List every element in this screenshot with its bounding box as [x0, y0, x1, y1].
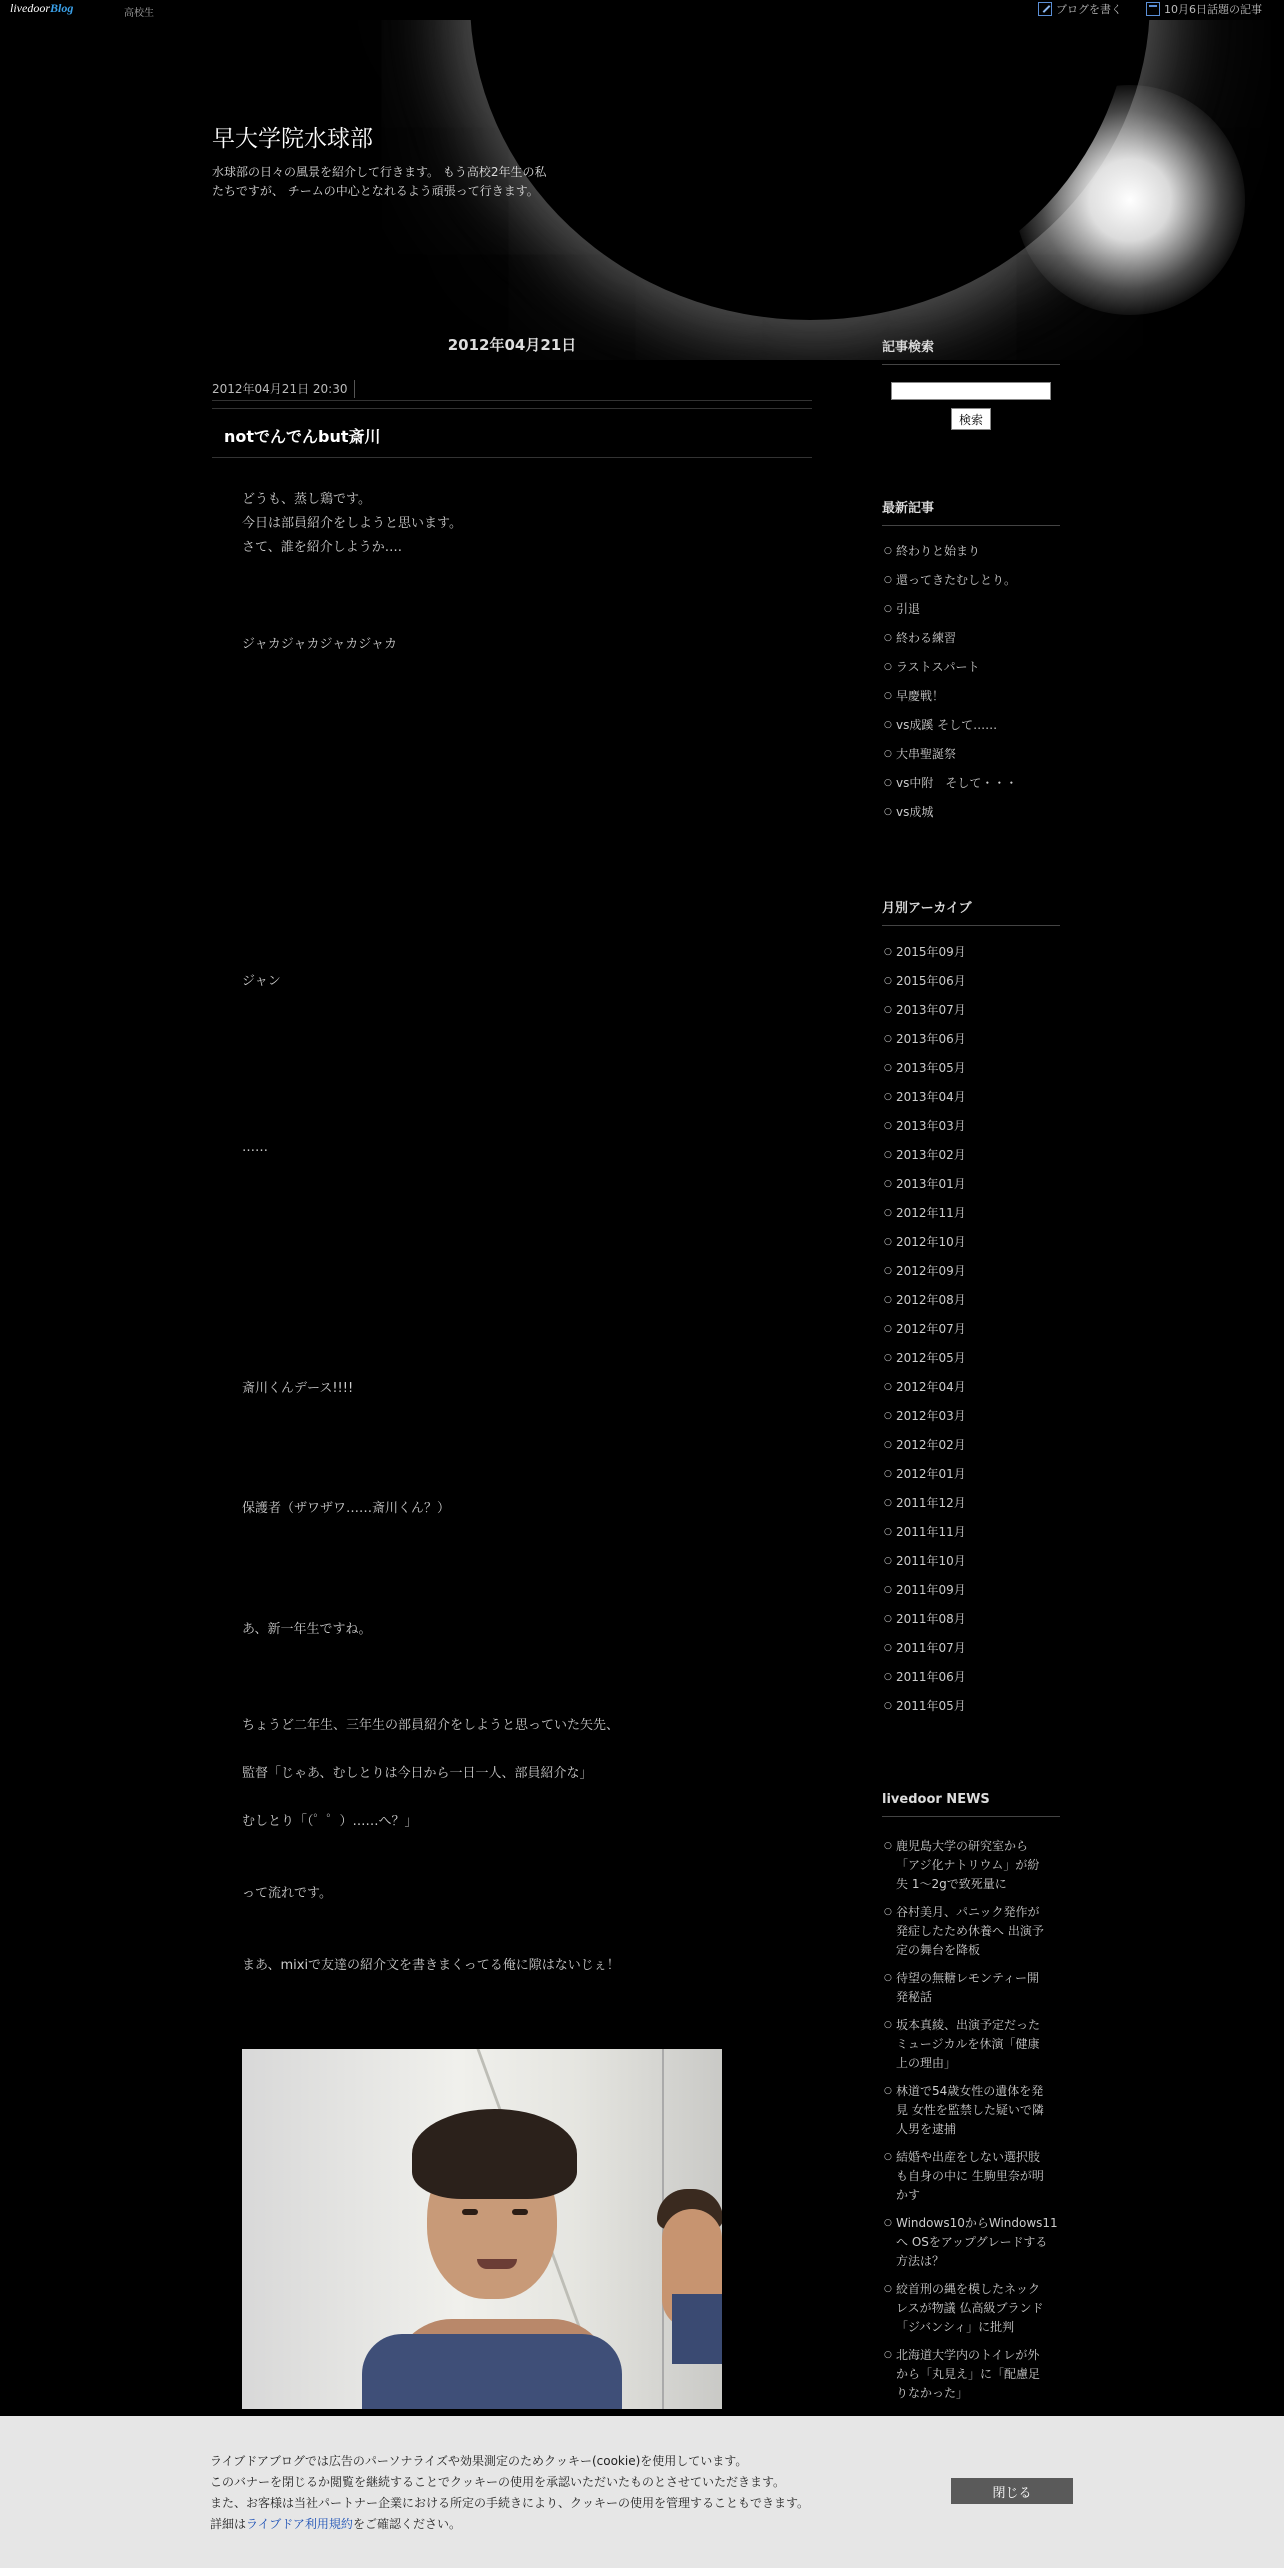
cookie-line: ライブドアブログでは広告のパーソナライズや効果測定のためクッキー(cookie)を使用しています。 [210, 2454, 748, 2468]
archive-month-item [884, 1581, 1060, 1600]
blog-description: 水球部の日々の風景を紹介して行きます。 もう高校2年生の私たちですが、 チームの中心となれるよう頑張って行きます。 [212, 165, 547, 198]
news-line: 定の舞台を降板 [896, 1943, 981, 1957]
photo-towel [362, 2334, 622, 2409]
date-header: 2012年04月21日 [447, 336, 577, 354]
archive-month-link[interactable]: 2013年07月 [896, 1003, 966, 1017]
news-item [884, 2082, 1060, 2139]
recent-article-item [884, 745, 1060, 764]
news-line: 「ジバンシィ」に批判 [896, 2320, 1015, 2334]
news-line: 見 女性を監禁した疑いで隣 [896, 2103, 1044, 2117]
archive-month-link[interactable]: 2011年07月 [896, 1641, 966, 1655]
news-item [884, 1903, 1060, 1960]
category-link[interactable]: 高校生 [124, 8, 154, 19]
archive-month-item [884, 1523, 1060, 1542]
news-line: 待望の無糖レモンティー開 [896, 1971, 1040, 1985]
recent-article-item [884, 600, 1060, 619]
news-line: 鹿児島大学の研究室から [896, 1839, 1029, 1853]
news-link[interactable] [896, 2216, 1058, 2268]
terms-link[interactable]: ライブドア利用規約 [246, 2517, 353, 2531]
recent-article-link[interactable]: ラストスパート [896, 660, 980, 674]
news-line: ミュージカルを休演「健康 [896, 2037, 1040, 2051]
archive-month-item [884, 1407, 1060, 1426]
intro-line: どうも、蒸し鶏です。 [242, 492, 371, 507]
intro-line: さて、誰を紹介しようか‥‥ [242, 540, 403, 555]
archive-month-item [884, 1262, 1060, 1281]
archive-month-item [884, 1001, 1060, 1020]
cookie-detail-prefix: 詳細は [210, 2517, 247, 2531]
post-text: ジャン [242, 974, 281, 989]
archive-month-link[interactable]: 2012年04月 [896, 1380, 966, 1394]
recent-article-link[interactable]: 終わる練習 [896, 631, 957, 645]
archive-month-link[interactable]: 2012年01月 [896, 1467, 966, 1481]
news-line: 発症したため休養へ 出演予 [896, 1924, 1044, 1938]
archive-month-link[interactable]: 2012年08月 [896, 1293, 966, 1307]
pen-icon [1038, 2, 1052, 16]
recent-article-link[interactable]: vs成蹊 そして…… [896, 718, 998, 732]
archive-month-item [884, 1291, 1060, 1310]
archive-month-item [884, 1146, 1060, 1165]
post-text: ちょうど二年生、三年生の部員紹介をしようと思っていた矢先、 [242, 1718, 620, 1733]
archive-month-link[interactable]: 2012年05月 [896, 1351, 966, 1365]
archive-month-link[interactable]: 2013年05月 [896, 1061, 966, 1075]
recent-article-link[interactable]: 引退 [896, 602, 921, 616]
news-line: も自身の中に 生駒里奈が明 [896, 2169, 1044, 2183]
news-item [884, 2346, 1060, 2403]
news-item [884, 1837, 1060, 1894]
news-link[interactable] [896, 2018, 1040, 2070]
post-text: まあ、mixiで友達の紹介文を書きまくってる俺に隙はないじぇ！ [242, 1958, 620, 1973]
archive-month-link[interactable]: 2012年09月 [896, 1264, 966, 1278]
archive-month-item [884, 1639, 1060, 1658]
archive-month-link[interactable]: 2011年08月 [896, 1612, 966, 1626]
recent-article-item [884, 687, 1060, 706]
post-text: 監督「じゃあ、むしとりは今日から一日一人、部員紹介な」 [242, 1766, 593, 1781]
archive-month-item [884, 1610, 1060, 1629]
archive-month-link[interactable]: 2011年11月 [896, 1525, 966, 1539]
topic-label: 10月6日話題の記事 [1164, 3, 1262, 16]
write-blog-label: ブログを書く [1056, 3, 1122, 16]
recent-article-item [884, 716, 1060, 735]
news-link[interactable] [896, 2282, 1043, 2334]
archive-month-item [884, 1030, 1060, 1049]
archive-month-link[interactable]: 2013年06月 [896, 1032, 966, 1046]
calendar-icon [1146, 2, 1160, 16]
news-item [884, 2148, 1060, 2205]
news-link[interactable] [896, 2348, 1040, 2400]
news-link[interactable] [896, 1905, 1044, 1957]
post-text: …… [242, 1140, 268, 1155]
news-heading[interactable] [882, 1792, 1060, 1817]
archive-month-link[interactable]: 2012年10月 [896, 1235, 966, 1249]
news-line: へ OSをアップグレードする [896, 2235, 1048, 2249]
news-item [884, 2280, 1060, 2337]
blog-title[interactable]: 早大学院水球部 [212, 126, 373, 152]
cookie-close-button[interactable]: 閉じる [951, 2478, 1073, 2504]
news-line: 谷村美月、パニック発作が [896, 1905, 1040, 1919]
meta-divider [354, 380, 355, 398]
archive-month-item [884, 1378, 1060, 1397]
recent-article-item [884, 542, 1060, 561]
news-link[interactable] [896, 2150, 1044, 2202]
archive-month-item [884, 1088, 1060, 1107]
news-link[interactable] [896, 1971, 1039, 2004]
news-line: 発秘話 [896, 1990, 933, 2004]
cookie-line: このバナーを閉じるか閲覧を継続することでクッキーの使用を承認いただいたものとさせていただきます。 [210, 2475, 786, 2489]
search-input[interactable] [891, 382, 1051, 400]
archive-month-item [884, 1059, 1060, 1078]
archive-month-item [884, 1233, 1060, 1252]
archive-month-item [884, 1117, 1060, 1136]
photo-background-towel [672, 2294, 722, 2364]
archive-month-item [884, 1436, 1060, 1455]
post-photo[interactable] [242, 2049, 722, 2409]
livedoor-blog-logo[interactable] [10, 1, 73, 16]
archive-month-link[interactable]: 2012年02月 [896, 1438, 966, 1452]
eclipse-moon [472, 0, 1132, 310]
recent-article-item [884, 803, 1060, 822]
recent-article-link[interactable]: 終わりと始まり [896, 544, 981, 558]
recent-article-link[interactable]: 早慶戦！ [896, 689, 945, 703]
cookie-detail-suffix: をご確認ください。 [352, 2517, 461, 2531]
recent-article-link[interactable]: 大串聖誕祭 [896, 747, 957, 761]
post-intro [242, 488, 462, 560]
news-line: 結婚や出産をしない選択肢 [896, 2150, 1041, 2164]
news-item [884, 1969, 1060, 2007]
recent-article-item [884, 571, 1060, 590]
archive-month-item [884, 1668, 1060, 1687]
photo-mouth [477, 2259, 517, 2269]
news-link[interactable] [896, 2084, 1044, 2136]
news-line: 林道で54歳女性の遺体を発 [896, 2084, 1044, 2098]
archive-month-link[interactable]: 2013年02月 [896, 1148, 966, 1162]
photo-hair [412, 2109, 577, 2199]
photo-eye [512, 2209, 528, 2215]
logo-livedoor: livedoor [10, 1, 50, 15]
archive-month-item [884, 1320, 1060, 1339]
topic-link[interactable] [1146, 1, 1262, 17]
news-line: 方法は？ [896, 2254, 945, 2268]
news-line: りなかった」 [896, 2386, 969, 2400]
archive-month-item [884, 1175, 1060, 1194]
archive-month-link[interactable]: 2012年07月 [896, 1322, 966, 1336]
archive-heading: 月別アーカイブ [882, 897, 1060, 926]
news-line: かす [896, 2188, 921, 2202]
archive-month-link[interactable]: 2011年09月 [896, 1583, 966, 1597]
cookie-banner [0, 2416, 1284, 2568]
archive-month-item [884, 972, 1060, 991]
archive-month-link[interactable]: 2013年01月 [896, 1177, 966, 1191]
post-text: むしとり「（゜゜）‥‥‥へ？」 [242, 1814, 418, 1829]
archive-month-item [884, 943, 1060, 962]
photo-eye [462, 2209, 478, 2215]
news-line: Windows10からWindows11 [896, 2216, 1058, 2230]
recent-article-link[interactable]: vs中附 そして・・・ [896, 776, 1018, 790]
news-line: 絞首刑の縄を模したネック [896, 2282, 1041, 2296]
news-heading-link[interactable]: livedoor NEWS [882, 1792, 990, 1807]
post-text: って流れです。 [242, 1886, 332, 1901]
recent-heading: 最新記事 [882, 497, 1060, 526]
post-text: あ、新一年生ですね。 [242, 1622, 372, 1637]
archive-month-item [884, 1465, 1060, 1484]
recent-article-item [884, 658, 1060, 677]
news-link[interactable] [896, 1839, 1039, 1891]
news-line: 上の理由」 [896, 2056, 957, 2070]
intro-line: 今日は部員紹介をしようと思います。 [242, 516, 462, 531]
cookie-line [210, 2514, 970, 2535]
archive-month-item [884, 1552, 1060, 1571]
post-text: 斎川くんデース!!!! [242, 1381, 354, 1396]
post-meta [212, 380, 812, 401]
cookie-text [210, 2451, 970, 2535]
archive-month-link[interactable]: 2013年04月 [896, 1090, 966, 1104]
news-item [884, 2016, 1060, 2073]
recent-article-link[interactable]: vs成城 [896, 805, 934, 819]
archive-month-item [884, 1697, 1060, 1716]
archive-month-item [884, 1204, 1060, 1223]
news-line: レスが物議 仏高級ブランド [896, 2301, 1044, 2315]
archive-month-link[interactable]: 2015年09月 [896, 945, 966, 959]
post-timestamp-link[interactable]: 2012年04月21日 20:30 [212, 382, 348, 396]
news-line: 「アジ化ナトリウム」が紛 [896, 1858, 1040, 1872]
archive-month-item [884, 1349, 1060, 1368]
archive-month-link[interactable]: 2011年12月 [896, 1496, 966, 1510]
post-text: 保護者（ザワザワ‥‥‥斎川くん？） [242, 1501, 451, 1516]
news-item [884, 2214, 1060, 2271]
write-blog-link[interactable] [1038, 1, 1122, 17]
recent-article-item [884, 774, 1060, 793]
news-line: から「丸見え」に「配慮足 [896, 2367, 1041, 2381]
news-line: 北海道大学内のトイレが外 [896, 2348, 1040, 2362]
search-button[interactable]: 検索 [951, 408, 991, 430]
recent-article-link[interactable]: 還ってきたむしとり。 [896, 573, 1017, 587]
archive-month-link[interactable]: 2015年06月 [896, 974, 966, 988]
news-line: 坂本真綾、出演予定だった [896, 2018, 1041, 2032]
post-text: ジャカジャカジャカジャカ [242, 637, 397, 652]
recent-article-item [884, 629, 1060, 648]
archive-month-link[interactable]: 2011年10月 [896, 1554, 966, 1568]
archive-month-link[interactable]: 2011年06月 [896, 1670, 966, 1684]
news-line: 人男を逮捕 [896, 2122, 957, 2136]
archive-month-link[interactable]: 2011年05月 [896, 1699, 966, 1713]
post-title[interactable]: notでんでんbut斎川 [212, 408, 812, 458]
archive-month-link[interactable]: 2013年03月 [896, 1119, 966, 1133]
top-bar [0, 0, 1284, 20]
archive-month-link[interactable]: 2012年03月 [896, 1409, 966, 1423]
news-line: 失 1～2gで致死量に [896, 1877, 1007, 1891]
logo-blog: Blog [50, 1, 74, 15]
search-heading: 記事検索 [882, 336, 1060, 365]
archive-month-item [884, 1494, 1060, 1513]
cookie-line: また、お客様は当社パートナー企業における所定の手続きにより、クッキーの使用を管理することもできます。 [210, 2496, 810, 2510]
archive-month-link[interactable]: 2012年11月 [896, 1206, 966, 1220]
header-eclipse-image [0, 0, 1284, 360]
